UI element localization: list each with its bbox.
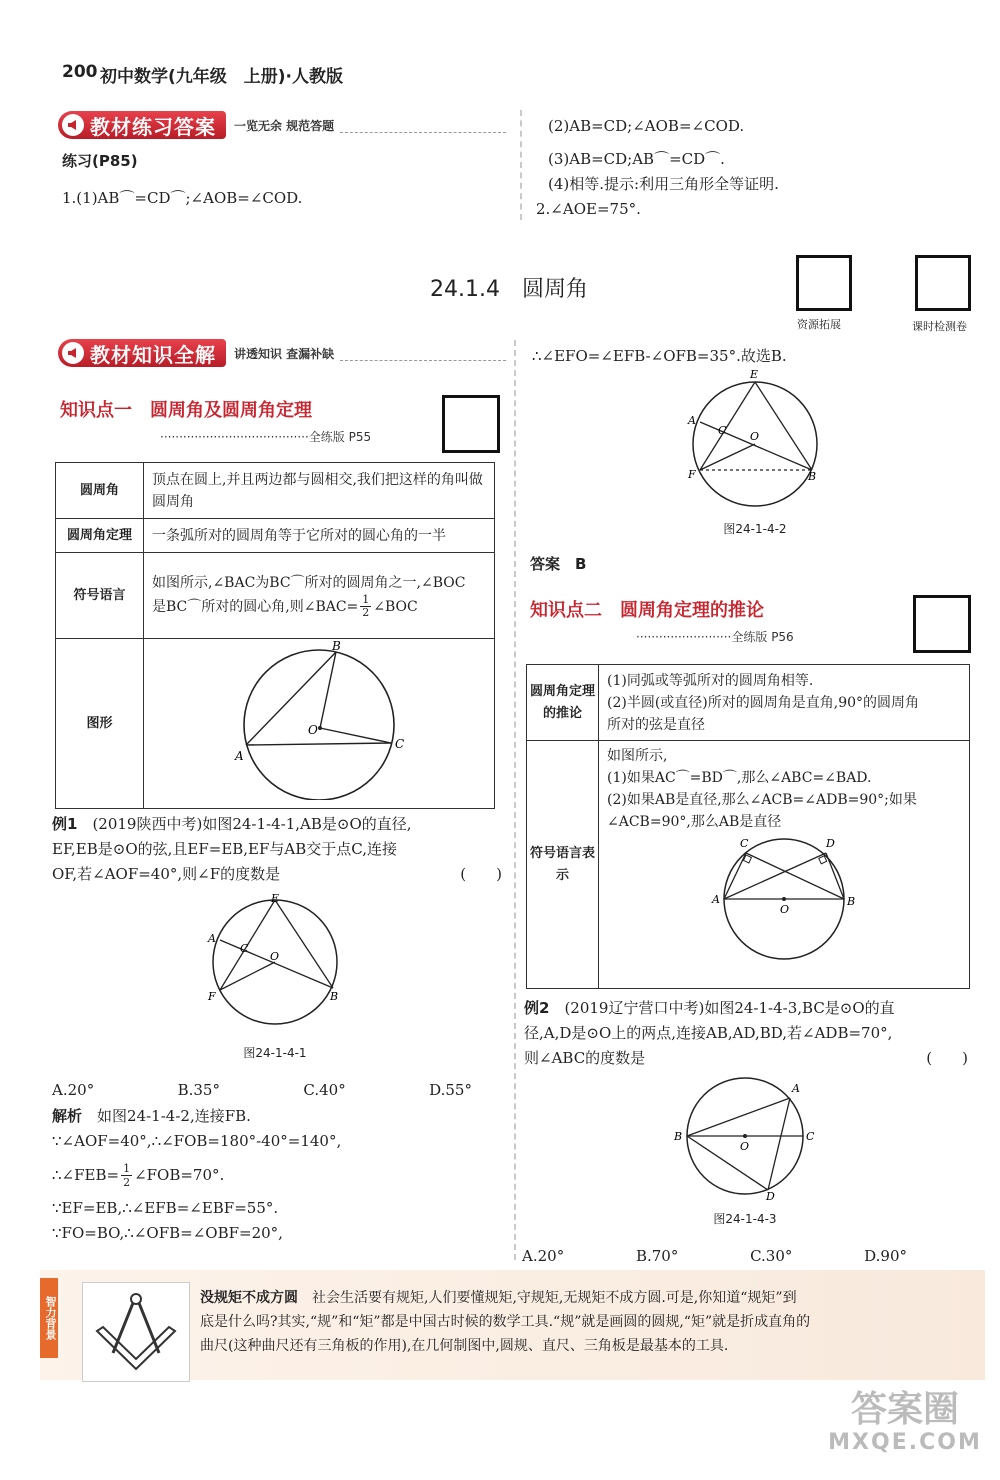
figure-cell <box>144 639 495 809</box>
table-label: 符号语言 <box>56 553 144 639</box>
point2-title: 圆周角定理的推论 <box>620 600 764 621</box>
point1-title: 圆周角及圆周角定理 <box>150 400 312 421</box>
answer-line: 答案 B <box>530 555 587 573</box>
answers-banner-title: 教材练习答案 <box>90 114 216 139</box>
svg-text:C: C <box>740 837 749 850</box>
svg-text:E: E <box>750 368 759 381</box>
answer-item: 2.∠AOE=75°. <box>536 200 641 218</box>
answer-blank[interactable]: ( ) <box>460 865 502 883</box>
qr-code-icon[interactable] <box>442 395 500 453</box>
svg-text:A: A <box>235 749 244 763</box>
qr-code-icon[interactable] <box>796 255 852 311</box>
svg-text:A: A <box>792 1082 800 1095</box>
corollary-table <box>526 664 970 989</box>
figure-24-1-4-3 <box>670 1074 820 1204</box>
table-label: 圆周角定理 <box>56 519 144 553</box>
svg-text:C: C <box>395 737 405 751</box>
table-label: 圆周角定理的推论 <box>527 665 599 741</box>
megaphone-icon <box>62 342 84 364</box>
svg-text:E: E <box>271 892 280 905</box>
point1-ref: ·······································全练版 P55 <box>160 430 372 444</box>
table-cell: 如图所示, (1)如果AC⌒=BD⌒,那么∠ABC=∠BAD. (2)如果AB是直径,那么∠ACB=∠ADB=90°;如果 ∠ACB=90°,那么AB是直径 C D A B O <box>599 741 970 989</box>
svg-text:F: F <box>208 990 216 1003</box>
choice-c[interactable]: C.40° <box>303 1081 346 1099</box>
answers-banner <box>58 110 506 140</box>
theorem-table <box>55 462 495 809</box>
point1-label: 知识点一 <box>60 400 132 421</box>
point2-label: 知识点二 <box>530 600 602 621</box>
svg-text:D: D <box>766 1190 775 1203</box>
example1-label: 例1 <box>52 815 78 833</box>
qr1-label: 资源拓展 <box>797 318 841 331</box>
svg-text:A: A <box>688 414 696 427</box>
choice-c[interactable]: C.30° <box>750 1247 793 1265</box>
footer-title: 没规矩不成方圆 <box>200 1290 298 1306</box>
svg-text:O: O <box>270 950 280 963</box>
answer-item: 1.(1)AB⌒=CD⌒;∠AOB=∠COD. <box>62 189 303 207</box>
circle-figure <box>219 640 419 800</box>
answers-right <box>536 114 988 222</box>
choice-a[interactable]: A.20° <box>522 1247 565 1265</box>
knowledge-banner <box>58 338 506 368</box>
answer-item: (2)AB=CD;∠AOB=∠COD. <box>548 117 745 135</box>
table-cell: 顶点在圆上,并且两边都与圆相交,我们把这样的角叫做圆周角 <box>144 463 495 519</box>
svg-text:B: B <box>808 470 817 483</box>
answer-item: (3)AB=CD;AB⌒=CD⌒. <box>548 150 725 168</box>
table-cell: (1)同弧或等弧所对的圆周角相等. (2)半圆(或直径)所对的圆周角是直角,90°的圆周角 所对的弦是直径 <box>599 665 970 741</box>
exercise-label: 练习(P85) <box>62 152 138 170</box>
svg-text:C: C <box>240 942 249 955</box>
answer-item: (4)相等.提示:利用三角形全等证明. <box>548 175 779 193</box>
table-cell: 如图所示,∠BAC为BC⌒所对的圆周角之一,∠BOC 是BC⌒所对的圆心角,则∠BAC= $\frac{1}{2}$ ∠BOC <box>144 553 495 639</box>
megaphone-icon <box>62 114 84 136</box>
point2-heading <box>530 596 764 622</box>
table-label: 符号语言表示 <box>527 741 599 989</box>
answer-value: B <box>575 555 587 573</box>
figure-caption: 图24-1-4-3 <box>713 1212 777 1226</box>
qr-code-icon[interactable] <box>915 255 971 311</box>
figure-caption: 图24-1-4-2 <box>723 522 787 536</box>
footer-side-label: 智力背景 <box>40 1278 58 1358</box>
page-number: 200 <box>62 62 98 82</box>
footer-text: 没规矩不成方圆 社会生活要有规矩,人们要懂规矩,守规矩,无规矩不成方圆.可是,你知道“规矩”到 底是什么吗?其实,“规”和“矩”都是中国古时候的数学工具.“规”就是画圆的圆规,“矩”就是折成直角的 曲尺(这种曲尺还有三角板的作用),在几何制图中,圆规、直尺、三角板是最基本的工具. <box>200 1290 811 1354</box>
table-label: 图形 <box>56 639 144 809</box>
choice-d[interactable]: D.90° <box>864 1247 907 1265</box>
analysis-label: 解析 <box>52 1107 83 1125</box>
watermark: 答案圈 MXQE.COM <box>828 1389 982 1455</box>
qr2-label: 课时检测卷 <box>912 320 967 333</box>
compass-icon <box>83 1283 189 1381</box>
example2: 例2 (2019辽宁营口中考)如图24-1-4-3,BC是⊙O的直 径,A,D是⊙O上的两点,连接AB,AD,BD,若∠ADB=70°, 则∠ABC的度数是 ( ) <box>524 996 968 1071</box>
compass-square-image <box>82 1282 190 1382</box>
example1-analysis: 解析 如图24-1-4-2,连接FB. ∵∠AOF=40°,∴∠FOB=180°-40°=140°, ∴∠FEB= $\frac{1}{2}$ ∠FOB=70°. ∵EF=EB,∴∠EFB=∠EBF=55°. ∵FO=BO,∴∠OFB=∠OBF=20°, <box>52 1107 342 1242</box>
svg-text:O: O <box>740 1140 750 1153</box>
knowledge-banner-title: 教材知识全解 <box>90 342 216 367</box>
svg-text:B: B <box>674 1130 683 1143</box>
answer-blank[interactable]: ( ) <box>926 1049 968 1067</box>
figure-caption: 图24-1-4-1 <box>243 1046 307 1060</box>
section-title <box>430 272 588 303</box>
knowledge-banner-tag: 讲透知识 查漏补缺 <box>234 346 335 361</box>
example1: 例1 (2019陕西中考)如图24-1-4-1,AB是⊙O的直径, EF,EB是⊙O的弦,且EF=EB,EF与AB交于点C,连接 OF,若∠AOF=40°,则∠F的度数是 ( ) <box>52 812 502 887</box>
svg-text:C: C <box>718 424 727 437</box>
table-cell: 一条弧所对的圆周角等于它所对的圆心角的一半 <box>144 519 495 553</box>
svg-text:D: D <box>826 837 835 850</box>
svg-text:B: B <box>332 640 341 653</box>
example2-choices <box>522 1244 907 1269</box>
svg-text:B: B <box>847 895 856 908</box>
analysis-continued: ∴∠EFO=∠EFB-∠OFB=35°.故选B. <box>532 347 787 365</box>
example2-label: 例2 <box>524 999 550 1017</box>
svg-text:A: A <box>208 932 216 945</box>
book-title: 初中数学(九年级 上册)·人教版 <box>100 67 343 87</box>
choice-b[interactable]: B.70° <box>635 1247 679 1265</box>
point2-ref: ·························全练版 P56 <box>636 630 794 644</box>
svg-text:F: F <box>688 468 696 481</box>
svg-text:A: A <box>712 893 720 906</box>
svg-text:C: C <box>806 1130 815 1143</box>
example1-choices <box>52 1078 472 1103</box>
section-name: 圆周角 <box>522 277 589 302</box>
choice-d[interactable]: D.55° <box>429 1081 472 1099</box>
svg-text:O: O <box>750 430 760 443</box>
choice-b[interactable]: B.35° <box>177 1081 220 1099</box>
figure-24-1-4-2 <box>680 366 830 516</box>
svg-text:O: O <box>780 903 790 916</box>
figure-24-1-4-1 <box>200 890 350 1040</box>
answers-banner-tag: 一览无余 规范答题 <box>234 118 335 133</box>
svg-text:B: B <box>330 990 339 1003</box>
point1-heading <box>60 396 312 422</box>
corollary-figure <box>704 833 864 963</box>
table-label: 圆周角 <box>56 463 144 519</box>
svg-text:O: O <box>308 723 318 737</box>
section-number: 24.1.4 <box>430 277 500 302</box>
choice-a[interactable]: A.20° <box>52 1081 95 1099</box>
qr-code-icon[interactable] <box>913 595 971 653</box>
